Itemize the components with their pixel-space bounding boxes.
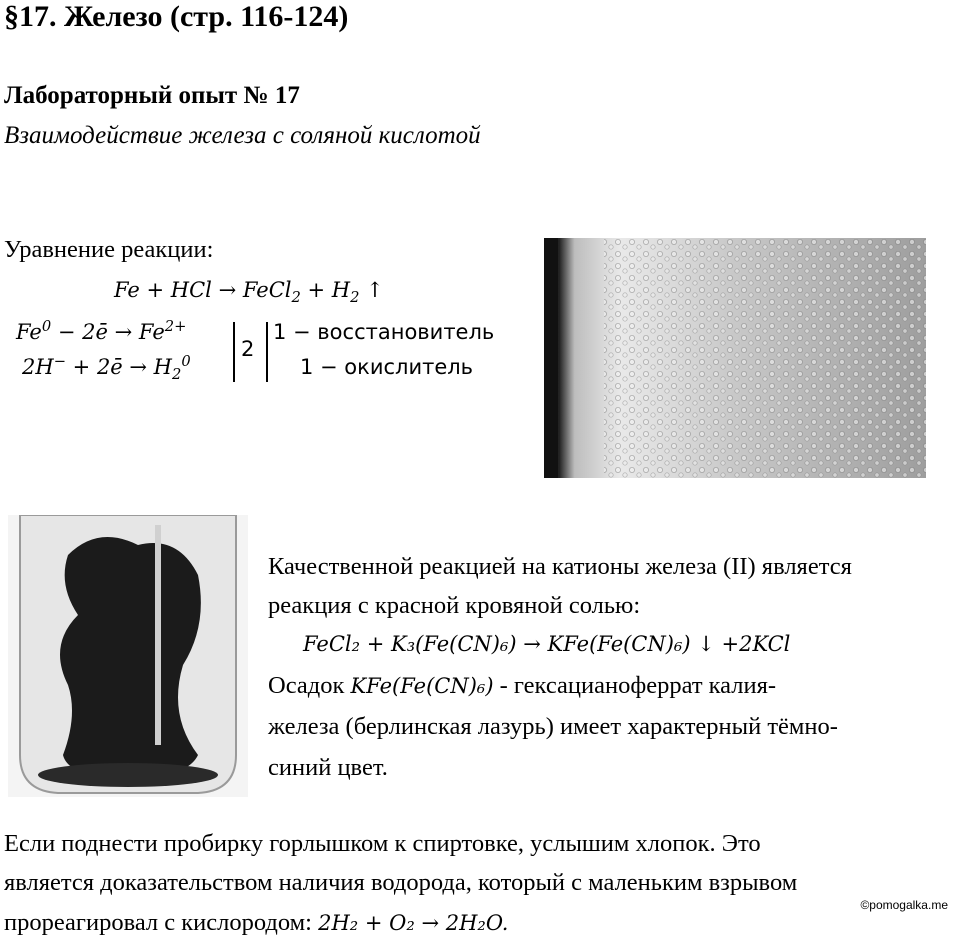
qual-line-1: Качественной реакцией на катионы железа (II) является: [268, 553, 852, 580]
test-tube-photo: [8, 515, 248, 797]
conclusion-line-3: прореагировал с кислородом: 2H₂ + O₂ → 2H₂O.: [4, 909, 509, 936]
role-reducer: 1 − восстановитель: [273, 320, 495, 344]
role-oxidizer: 1 − окислитель: [300, 355, 474, 379]
conclusion-line-1: Если поднести пробирку горлышком к спиртовке, услышим хлопок. Это: [4, 830, 761, 857]
qual-line-4: Осадок KFe(Fe(CN)₆) - гексацианоферрат калия-: [268, 672, 777, 699]
conclusion-line-2: является доказательством наличия водорода, который с маленьким взрывом: [4, 869, 798, 896]
reaction-label: Уравнение реакции:: [4, 236, 214, 263]
half-reaction-oxidation: $Fe^0$ − 2ē → $Fe^{2+}$: [16, 318, 187, 344]
qual-line-6: синий цвет.: [268, 754, 388, 781]
lab-title: Лабораторный опыт № 17: [4, 82, 300, 109]
qual-line-2: реакция с красной кровяной солью:: [268, 592, 641, 619]
balance-bar-left: [233, 322, 235, 382]
bubbles-photo: [544, 238, 926, 478]
main-equation: Fe + HCl → FeCl$_2$ + $H_2$ ↑: [114, 278, 384, 307]
qual-equation: FeCl₂ + K₃(Fe(CN)₆) → KFe(Fe(CN)₆) ↓ +2KCl: [303, 632, 791, 656]
qual-line-5: железа (берлинская лазурь) имеет характерный тёмно-: [268, 713, 838, 740]
lab-subtitle: Взаимодействие железа с соляной кислотой: [4, 122, 481, 149]
page-title: §17. Железо (стр. 116-124): [4, 0, 349, 33]
balance-coefficient: 2: [241, 337, 255, 361]
half-reaction-reduction: 2H− + 2ē → $H_2^0$: [22, 353, 191, 384]
balance-bar-right: [266, 322, 268, 382]
watermark: ©pomogalka.me: [860, 898, 948, 912]
